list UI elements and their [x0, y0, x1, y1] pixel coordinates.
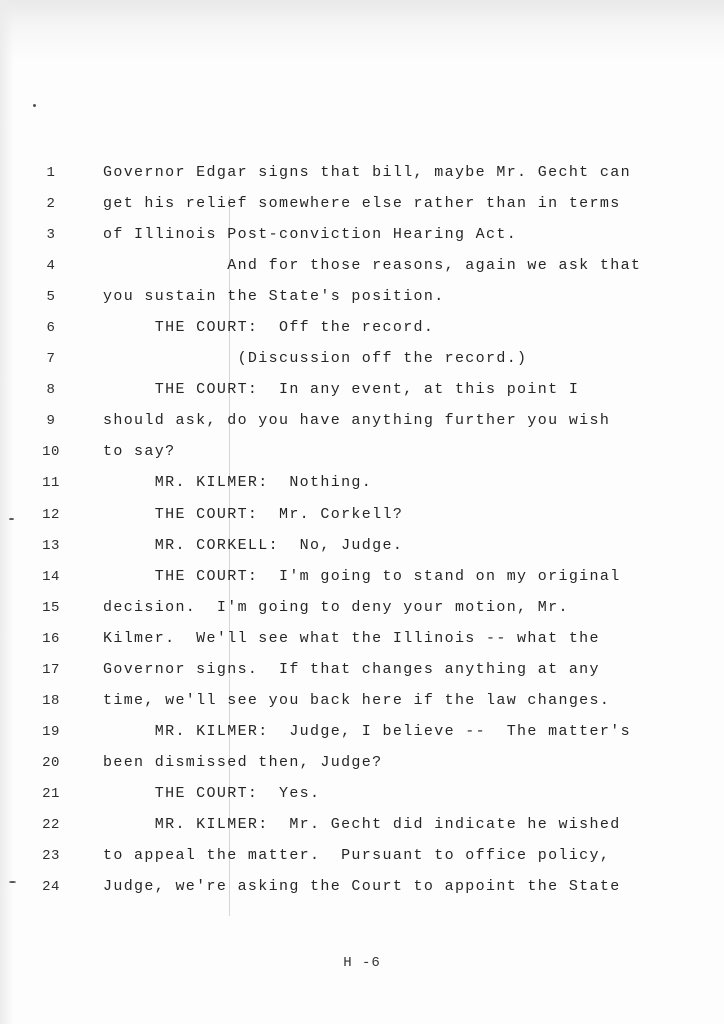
- line-text: of Illinois Post-conviction Hearing Act.: [103, 226, 518, 243]
- line-text: (Discussion off the record.): [103, 350, 528, 367]
- line-text: THE COURT: Mr. Corkell?: [103, 506, 404, 523]
- line-text: MR. KILMER: Judge, I believe -- The matter's: [103, 723, 631, 740]
- line-text: Kilmer. We'll see what the Illinois -- what the: [103, 630, 600, 647]
- line-text: to appeal the matter. Pursuant to office policy,: [103, 847, 611, 864]
- line-text: Governor Edgar signs that bill, maybe Mr. Gecht can: [103, 164, 631, 181]
- line-number: 13: [42, 538, 60, 554]
- line-number: 2: [46, 196, 56, 212]
- line-text: THE COURT: In any event, at this point I: [103, 381, 580, 398]
- transcript-line: [0, 595, 724, 621]
- transcript-line: [0, 408, 724, 434]
- transcript-line: [0, 626, 724, 652]
- line-number: 1: [46, 165, 56, 181]
- line-number: 22: [42, 817, 60, 833]
- line-number: 14: [42, 569, 60, 585]
- line-text: you sustain the State's position.: [103, 288, 445, 305]
- line-number: 17: [42, 662, 60, 678]
- line-number: 4: [46, 258, 56, 274]
- transcript-line: [0, 688, 724, 714]
- line-number: 9: [46, 413, 56, 429]
- line-number: 21: [42, 786, 60, 802]
- line-number: 18: [42, 693, 60, 709]
- line-text: MR. KILMER: Mr. Gecht did indicate he wished: [103, 816, 621, 833]
- line-number: 3: [46, 227, 56, 243]
- scan-speck: [33, 104, 36, 107]
- transcript-line: [0, 377, 724, 403]
- line-text: THE COURT: Yes.: [103, 785, 321, 802]
- line-number: 15: [42, 600, 60, 616]
- line-number: 5: [46, 289, 56, 305]
- line-number: 23: [42, 848, 60, 864]
- transcript-line: [0, 719, 724, 745]
- transcript-line: [0, 843, 724, 869]
- transcript-line: [0, 470, 724, 496]
- transcript-line: [0, 346, 724, 372]
- line-number: 16: [42, 631, 60, 647]
- line-number: 24: [42, 879, 60, 895]
- line-text: And for those reasons, again we ask that: [103, 257, 642, 274]
- transcript-line: [0, 874, 724, 900]
- line-text: time, we'll see you back here if the law changes.: [103, 692, 611, 709]
- line-number: 8: [46, 382, 56, 398]
- transcript-line: [0, 222, 724, 248]
- transcript-line: [0, 160, 724, 186]
- line-text: to say?: [103, 443, 176, 460]
- line-text: should ask, do you have anything further you wish: [103, 412, 611, 429]
- line-text: THE COURT: Off the record.: [103, 319, 435, 336]
- transcript-line: [0, 533, 724, 559]
- transcript-line: [0, 315, 724, 341]
- line-text: Governor signs. If that changes anything at any: [103, 661, 600, 678]
- line-text: been dismissed then, Judge?: [103, 754, 383, 771]
- line-number: 20: [42, 755, 60, 771]
- line-text: MR. KILMER: Nothing.: [103, 474, 373, 491]
- line-number: 10: [42, 444, 60, 460]
- transcript-line: [0, 284, 724, 310]
- line-number: 11: [42, 475, 60, 491]
- line-text: MR. CORKELL: No, Judge.: [103, 537, 404, 554]
- transcript-line: [0, 781, 724, 807]
- transcript-line: [0, 253, 724, 279]
- line-text: get his relief somewhere else rather than in terms: [103, 195, 621, 212]
- page-number-footer: H -6: [343, 955, 381, 971]
- line-number: 12: [42, 507, 60, 523]
- transcript-line: [0, 812, 724, 838]
- line-number: 6: [46, 320, 56, 336]
- line-text: decision. I'm going to deny your motion, Mr.: [103, 599, 569, 616]
- transcript-line: [0, 657, 724, 683]
- transcript-line: [0, 564, 724, 590]
- line-number: 19: [42, 724, 60, 740]
- line-text: Judge, we're asking the Court to appoint the State: [103, 878, 621, 895]
- scan-shadow-top: [0, 0, 724, 60]
- transcript-line: [0, 502, 724, 528]
- line-number: 7: [46, 351, 56, 367]
- line-text: THE COURT: I'm going to stand on my original: [103, 568, 621, 585]
- transcript-line: [0, 191, 724, 217]
- transcript-line: [0, 750, 724, 776]
- transcript-line: [0, 439, 724, 465]
